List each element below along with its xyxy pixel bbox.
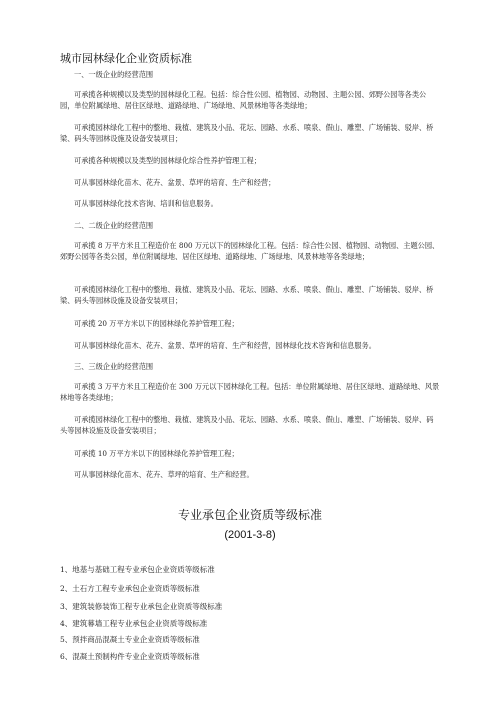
paragraph: 可承揽 3 万平方米且工程造价在 300 万元以下园林绿化工程。包括：单位附属绿地、居住区绿地、道路绿地、风景林地等各类绿地； — [60, 382, 440, 402]
paragraph: 可承揽园林绿化工程中的整地、栽植、建筑及小品、花坛、园路、水系、喷泉、假山、雕塑、广场铺装、驳岸、桥梁、码头等园林设施及设备安装项目； — [60, 285, 434, 305]
section-title: 专业承包企业资质等级标准 — [177, 508, 322, 522]
paragraph: 可从事园林绿化苗木、花卉、盆景、草坪的培育、生产和经营，园林绿化技术咨询和信息服务。 — [74, 341, 376, 350]
list-item: 6、混凝土预制构件专业企业资质等级标准 — [60, 652, 200, 661]
paragraph: 可承揽园林绿化工程中的整地、栽植、建筑及小品、花坛、园路、水系、喷泉、假山、雕塑、广场铺装、驳岸、码头等园林设施及设备安装项目； — [60, 415, 434, 435]
document-title: 城市园林绿化企业资质标准 — [60, 52, 192, 65]
list-item: 2、土石方工程专业承包企业资质等级标准 — [60, 584, 200, 593]
section-heading: 三、三级企业的经营范围 — [74, 362, 154, 371]
paragraph: 可承揽园林绿化工程中的整地、栽植、建筑及小品、花坛、园路、水系、喷泉、假山、雕塑、广场铺装、驳岸、桥梁、码头等园林设施及设备安装项目； — [60, 123, 434, 143]
section-heading: 二、二级企业的经营范围 — [74, 221, 154, 230]
list-item: 1、地基与基础工程专业承包企业资质等级标准 — [60, 565, 215, 574]
list-item: 5、预拌商品混凝土专业企业资质等级标准 — [60, 635, 200, 644]
paragraph: 可承揽各种规模以及类型的园林绿化综合性养护管理工程； — [74, 156, 261, 165]
paragraph: 可承揽 20 万平方米以下的园林绿化养护管理工程； — [74, 319, 239, 328]
paragraph: 可从事园林绿化技术咨询、培训和信息服务。 — [74, 199, 218, 208]
paragraph: 可承揽 10 万平方米以下的园林绿化养护管理工程； — [74, 449, 239, 458]
paragraph: 可从事园林绿化苗木、花卉、盆景、草坪的培育、生产和经营； — [74, 178, 276, 187]
list-item: 3、建筑装修装饰工程专业承包企业资质等级标准 — [60, 602, 223, 611]
paragraph: 可承揽各种规模以及类型的园林绿化工程。包括：综合性公园、植物园、动物园、主题公园、郊野公园等各类公园，单位附属绿地、居住区绿地、道路绿地、广场绿地、风景林地等各类绿地； — [60, 90, 427, 110]
section-date: (2001-3-8) — [224, 529, 276, 541]
paragraph: 可承揽 8 万平方米且工程造价在 800 万元以下的园林绿化工程。包括：综合性公园、植物园、动物园、主题公园、郊野公园等各类公园，单位附属绿地、居住区绿地、道路绿地、广场绿地、风景林地等各类绿地； — [60, 241, 440, 261]
paragraph: 可从事园林绿化苗木、花卉、草坪的培育、生产和经营。 — [74, 470, 254, 479]
list-item: 4、建筑幕墙工程专业承包企业资质等级标准 — [60, 619, 208, 628]
paragraph: 一、一级企业的经营范围 — [74, 70, 154, 79]
